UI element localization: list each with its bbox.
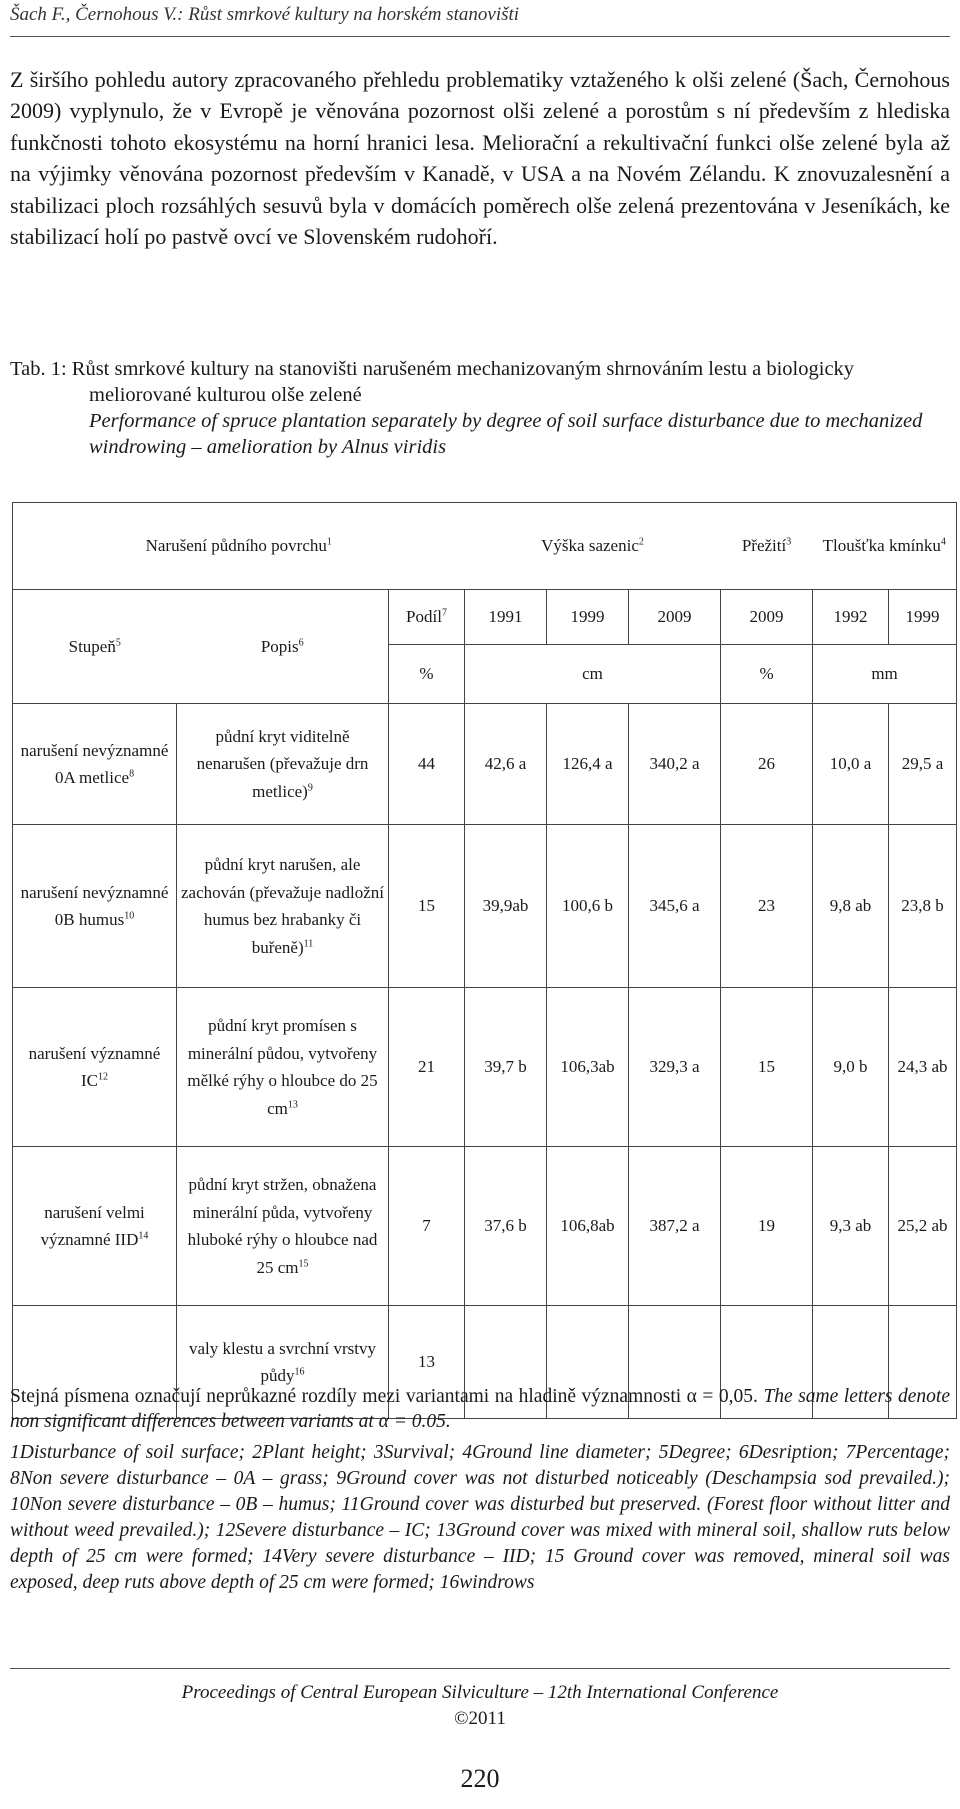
cell-height-2009: 387,2 a xyxy=(629,1147,721,1306)
cell-height-2009: 345,6 a xyxy=(629,825,721,988)
cell-survival-2009: 26 xyxy=(721,704,813,825)
header-disturbance: Narušení půdního povrchu$^1$ xyxy=(13,503,465,590)
unit-diameter: mm xyxy=(813,645,957,704)
cell-share: 21 xyxy=(389,988,465,1147)
header-description: Popis$^6$ xyxy=(177,590,389,704)
header-year: 1991 xyxy=(465,590,547,645)
cell-description: půdní kryt promísen s minerální půdou, vytvořeny mělké rýhy o hloubce do 25 $cm^{13}$ xyxy=(177,988,389,1147)
cell-diameter-1992: 9,0 b xyxy=(813,988,889,1147)
cell-survival-2009: 23 xyxy=(721,825,813,988)
cell-height-1999: 100,6 b xyxy=(547,825,629,988)
footnote-legend: 1Disturbance of soil surface; 2Plant height; 3Survival; 4Ground line diameter; 5Degree; 6Desription; 7Percentage; 8Non severe disturbance – 0A – grass; 9Ground cover was not disturbed noticeably (Deschampsia sod prevailed.); 10Non severe disturbance – 0B – humus; 11Ground cover was disturbed but preserved. (Forest floor without litter and without weed prevailed.); 12Severe disturbance – IC; 13Ground cover was mixed with mineral soil, shallow ruts below depth of 25 cm were formed; 14Very severe disturbance – IID; 15 Ground cover was removed, mineral soil was exposed, deep ruts above depth of 25 cm were formed; 16windrows xyxy=(10,1442,950,1593)
footer-divider xyxy=(10,1668,950,1669)
cell-degree: narušení významné IC$^{12}$ xyxy=(13,988,177,1147)
cell-share: 13 xyxy=(389,1306,465,1419)
table-caption xyxy=(10,356,950,460)
header-survival: Přežití$^3$ xyxy=(721,503,813,590)
header-degree: Stupeň$^5$ xyxy=(13,590,177,704)
caption-czech-text: Růst smrkové kultury na stanovišti narušeném mechanizovaným shrnováním lestu a biologicky meliorované kulturou olše zelené xyxy=(71,358,855,406)
cell-survival-2009: 15 xyxy=(721,988,813,1147)
cell-height-1991: 39,9ab xyxy=(465,825,547,988)
cell-degree: narušení velmi významné IID$^{14}$ xyxy=(13,1147,177,1306)
header-height: Výška sazenic$^2$ xyxy=(465,503,721,590)
header-year: 1999 xyxy=(547,590,629,645)
cell-diameter-1992: 10,0 a xyxy=(813,704,889,825)
caption-english: Performance of spruce plantation separately by degree of soil surface disturbance due to mechanized windrowing – amelioration by Alnus viridis xyxy=(89,410,923,458)
page-number: 220 xyxy=(460,1764,500,1793)
page-footer xyxy=(0,1680,960,1732)
cell-description: půdní kryt viditelně nenarušen (převažuje drn metlice)$^9$ xyxy=(177,704,389,825)
note-english: The same letters denote non significant differences between variants at α = 0.05. xyxy=(10,1386,951,1432)
cell-diameter-1999: 25,2 ab xyxy=(889,1147,957,1306)
cell-diameter-1999: 24,3 ab xyxy=(889,988,957,1147)
table-row xyxy=(13,825,957,988)
results-table xyxy=(12,502,957,1419)
cell-diameter-1992: 9,3 ab xyxy=(813,1147,889,1306)
cell-degree: narušení nevýznamné 0A metlice$^8$ xyxy=(13,704,177,825)
proceedings-title: Proceedings of Central European Silviculture – 12th International Conference xyxy=(181,1682,779,1703)
cell-diameter-1999: 29,5 a xyxy=(889,704,957,825)
table-row xyxy=(13,988,957,1147)
significance-note xyxy=(10,1384,950,1434)
note-czech: Stejná písmena označují neprůkazné rozdíly mezi variantami na hladině významnosti α = 0,05. xyxy=(10,1386,758,1407)
cell-description: valy klestu a svrchní vrstvy půdy$^{16}$ xyxy=(177,1306,389,1419)
unit-height: cm xyxy=(465,645,721,704)
header-year: 1999 xyxy=(889,590,957,645)
header-year: 2009 xyxy=(721,590,813,645)
unit-share: % xyxy=(389,645,465,704)
cell-height-2009: 329,3 a xyxy=(629,988,721,1147)
cell-diameter-1992: 9,8 ab xyxy=(813,825,889,988)
cell-share: 15 xyxy=(389,825,465,988)
cell-height-1991: 42,6 a xyxy=(465,704,547,825)
unit-survival: % xyxy=(721,645,813,704)
cell-height-1999: 106,8ab xyxy=(547,1147,629,1306)
cell-survival-2009: 19 xyxy=(721,1147,813,1306)
cell-height-1999: 126,4 a xyxy=(547,704,629,825)
caption-czech xyxy=(10,356,950,408)
caption-label: Tab. 1: xyxy=(10,358,67,380)
header-diameter: Tloušťka kmínku$^4$ xyxy=(813,503,957,590)
cell-height-1991: 37,6 b xyxy=(465,1147,547,1306)
cell-share: 44 xyxy=(389,704,465,825)
cell-degree: narušení nevýznamné 0B humus$^{10}$ xyxy=(13,825,177,988)
table-row xyxy=(13,1147,957,1306)
cell-description: půdní kryt stržen, obnažena minerální půda, vytvořeny hluboké rýhy o hloubce nad 25 $cm^{15}$ xyxy=(177,1147,389,1306)
copyright: ©2011 xyxy=(454,1708,506,1729)
header-share: Podíl$^7$ xyxy=(389,590,465,645)
table-row xyxy=(13,704,957,825)
header-year: 1992 xyxy=(813,590,889,645)
cell-height-1999: 106,3ab xyxy=(547,988,629,1147)
cell-height-2009: 340,2 a xyxy=(629,704,721,825)
running-header: Šach F., Černohous V.: Růst smrkové kultury na horském stanovišti xyxy=(10,4,950,37)
cell-diameter-1999: 23,8 b xyxy=(889,825,957,988)
cell-description: půdní kryt narušen, ale zachován (převažuje nadložní humus bez hrabanky či buřeně)$^{11}$ xyxy=(177,825,389,988)
body-paragraph: Z širšího pohledu autory zpracovaného přehledu problematiky vztaženého k olši zelené (Šach, Černohous 2009) vyplynulo, že v Evropě je věnována pozornost olši zelené a porostům s ní především z hlediska funkčnosti tohoto ekosystému na horní hranici lesa. Meliorační a rekultivační funkci olše zelené byla až na výjimky věnována pozornost především v Kanadě, v USA a na Novém Zélandu. K znovuzalesnění a stabilizaci ploch rozsáhlých sesuvů byla v domácích poměrech olše zelená prezentována v Jeseníkách, ke stabilizací holí po pastvě ovcí ve Slovenském rudohoří. xyxy=(10,67,950,250)
cell-height-1991: 39,7 b xyxy=(465,988,547,1147)
header-year: 2009 xyxy=(629,590,721,645)
cell-share: 7 xyxy=(389,1147,465,1306)
